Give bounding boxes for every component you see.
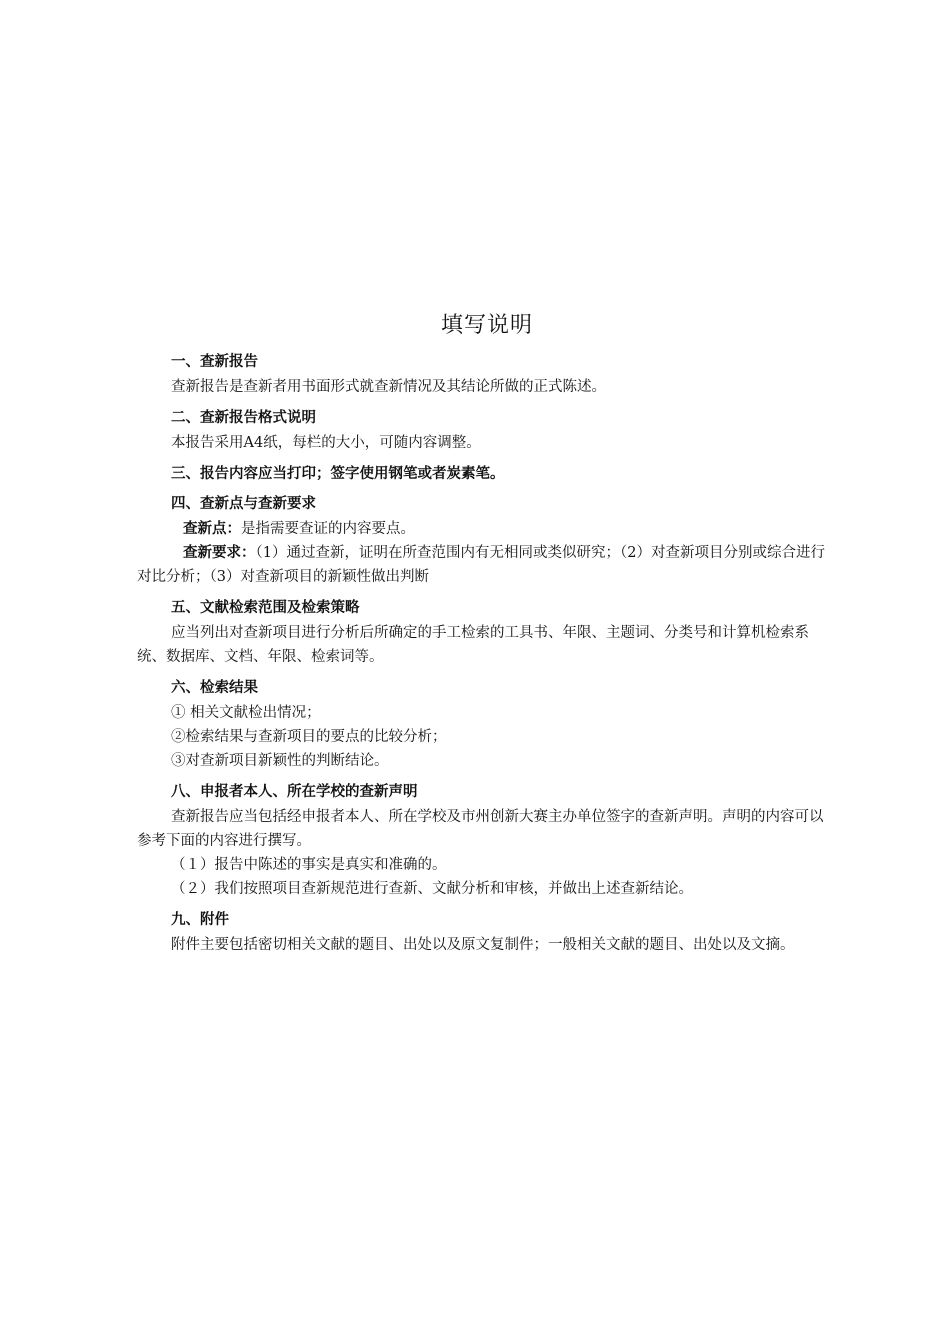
page-title: 填写说明 — [440, 313, 533, 338]
section-body-9: 附件主要包括密切相关文献的题目、出处以及原文复制件；一般相关文献的题目、出处以及文摘。 — [171, 937, 795, 953]
section-heading-4: 四、查新点与查新要求 — [171, 496, 316, 512]
section-heading-2: 二、查新报告格式说明 — [171, 410, 316, 426]
declaration-item: （１）报告中陈述的事实是真实和准确的。 — [171, 857, 447, 873]
section-heading-3: 三、报告内容应当打印；签字使用钢笔或者炭素笔。 — [171, 466, 505, 482]
section-heading-8: 八、申报者本人、所在学校的查新声明 — [171, 784, 418, 800]
document-page — [137, 308, 837, 957]
novelty-point-label: 查新点： — [183, 521, 241, 537]
result-item: ③对查新项目新颖性的判断结论。 — [171, 753, 389, 769]
section-heading-1: 一、查新报告 — [171, 354, 258, 370]
novelty-requirement-line — [137, 541, 837, 589]
novelty-requirement-text: （1）通过查新，证明在所查范围内有无相同或类似研究；（2）对查新项目分别或综合进行对比分析；（3）对查新项目的新颖性做出判断 — [137, 545, 825, 585]
section-heading-5: 五、文献检索范围及检索策略 — [171, 600, 360, 616]
section-body-1: 查新报告是查新者用书面形式就查新情况及其结论所做的正式陈述。 — [171, 379, 606, 395]
result-item: ②检索结果与查新项目的要点的比较分析； — [171, 729, 447, 745]
novelty-requirement-label: 查新要求： — [183, 545, 256, 561]
result-item: ① 相关文献检出情况； — [171, 705, 321, 721]
novelty-point-text: 是指需要查证的内容要点。 — [241, 521, 415, 537]
section-body-5: 应当列出对查新项目进行分析后所确定的手工检索的工具书、年限、主题词、分类号和计算机检索系统、数据库、文档、年限、检索词等。 — [137, 625, 809, 665]
declaration-item: （２）我们按照项目查新规范进行查新、文献分析和审核，并做出上述查新结论。 — [171, 881, 693, 897]
section-heading-6: 六、检索结果 — [171, 680, 258, 696]
section-heading-9: 九、附件 — [171, 912, 229, 928]
section-body-8: 查新报告应当包括经申报者本人、所在学校及市州创新大赛主办单位签字的查新声明。声明的内容可以参考下面的内容进行撰写。 — [137, 809, 824, 849]
novelty-point-line — [137, 517, 837, 541]
section-body-2: 本报告采用A4纸，每栏的大小，可随内容调整。 — [171, 435, 481, 451]
